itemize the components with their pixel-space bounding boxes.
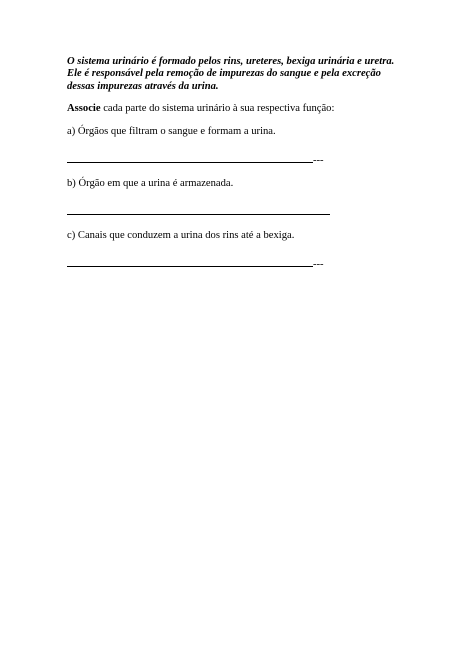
instruction-rest: cada parte do sistema urinário à sua respectiva função: (100, 103, 335, 115)
question-c: c) Canais que conduzem a urina dos rins até a bexiga. (67, 230, 295, 242)
answer-rule-c[interactable] (67, 257, 313, 267)
instruction-text (67, 103, 397, 115)
answer-tail-c: --- (313, 259, 324, 271)
answer-rule-b[interactable] (67, 205, 330, 215)
intro-paragraph: O sistema urinário é formado pelos rins, ureteres, bexiga urinária e uretra. Ele é responsável pela remoção de impurezas do sangue e pela excreção dessas impurezas através da urina. (67, 56, 395, 92)
worksheet-content (67, 56, 397, 271)
instruction-bold-word: Associe (67, 103, 101, 115)
answer-line-a[interactable] (67, 153, 397, 167)
answer-line-c[interactable] (67, 257, 397, 271)
answer-rule-a[interactable] (67, 153, 313, 163)
answer-line-b[interactable] (67, 205, 397, 219)
question-a: a) Órgãos que filtram o sangue e formam a urina. (67, 126, 276, 138)
answer-tail-a: --- (313, 155, 324, 167)
question-b: b) Órgão em que a urina é armazenada. (67, 178, 234, 190)
